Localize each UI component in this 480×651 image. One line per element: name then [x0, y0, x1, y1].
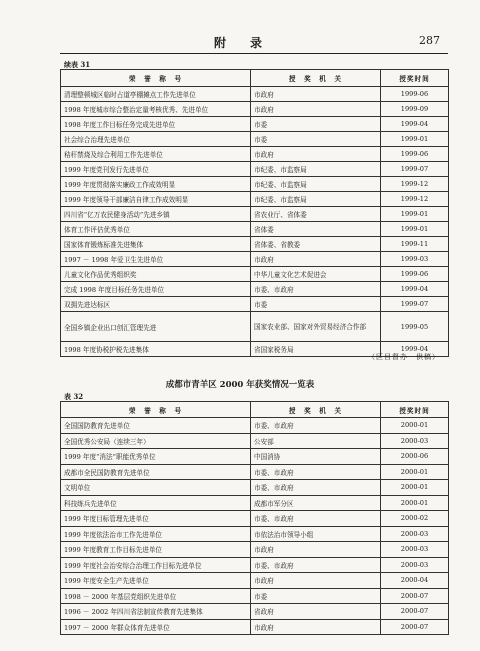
cell-authority: 市政府 — [251, 573, 381, 589]
cell-authority: 市委 — [251, 588, 381, 604]
cell-authority: 省政府 — [251, 604, 381, 620]
cell-date: 1999-05 — [381, 312, 449, 342]
table-row — [61, 495, 449, 511]
table-32-caption: 表 32 — [64, 392, 84, 401]
table-row — [61, 237, 449, 252]
cell-honor: 科技练兵先进单位 — [61, 495, 251, 511]
cell-authority: 市政府 — [251, 87, 381, 102]
cell-honor: 国家体育锻炼标准先进集体 — [61, 237, 251, 252]
cell-honor: 儿童文化作品优秀组织奖 — [61, 267, 251, 282]
cell-honor: 社会综合治理先进单位 — [61, 132, 251, 147]
table-31-caption: 续表 31 — [64, 60, 91, 69]
column-header-honor: 荣 誉 称 号 — [61, 70, 251, 87]
cell-honor: 全国国防教育先进单位 — [61, 418, 251, 434]
column-header-authority: 授 奖 机 关 — [251, 70, 381, 87]
cell-date: 2000-01 — [381, 495, 449, 511]
table-row — [61, 433, 449, 449]
cell-date: 1999-06 — [381, 87, 449, 102]
table-row — [61, 162, 449, 177]
table-row — [61, 297, 449, 312]
cell-authority: 市政府 — [251, 102, 381, 117]
table-row — [61, 207, 449, 222]
cell-authority: 市委、市政府 — [251, 418, 381, 434]
table-row — [61, 573, 449, 589]
cell-honor: 1998 年度协税护税先进集体 — [61, 342, 251, 357]
cell-honor: 1999 年度贯彻落实廉政工作成效明显 — [61, 177, 251, 192]
table-row — [61, 177, 449, 192]
table-row — [61, 252, 449, 267]
cell-authority: 市委 — [251, 297, 381, 312]
cell-authority: 市委 — [251, 132, 381, 147]
cell-honor: 1999 年度社会治安综合治理工作目标先进单位 — [61, 557, 251, 573]
table-row — [61, 480, 449, 496]
cell-date: 2000-04 — [381, 573, 449, 589]
column-header-authority: 授 奖 机 关 — [251, 402, 381, 418]
table-32 — [60, 401, 449, 635]
cell-authority: 市委、市政府 — [251, 511, 381, 527]
cell-honor: 清理整顿城区临时占道亭棚摊点工作先进单位 — [61, 87, 251, 102]
table-row — [61, 464, 449, 480]
cell-authority: 成都市军分区 — [251, 495, 381, 511]
table-row — [61, 619, 449, 635]
cell-honor: 全国乡镇企业出口创汇管理先进 — [61, 312, 251, 342]
cell-date: 1999-12 — [381, 192, 449, 207]
cell-date: 2000-01 — [381, 464, 449, 480]
cell-honor: 1996 － 2002 年四川省法制宣传教育先进集体 — [61, 604, 251, 620]
cell-honor: 1999 年度“消法”职能优秀单位 — [61, 449, 251, 465]
cell-honor: 双拥先进达标区 — [61, 297, 251, 312]
cell-authority: 市依法治市领导小组 — [251, 526, 381, 542]
cell-authority: 市纪委、市监察局 — [251, 177, 381, 192]
cell-date: 1999-04 — [381, 342, 449, 357]
cell-authority: 市政府 — [251, 147, 381, 162]
cell-honor: 1998 － 2000 年基层党组织先进单位 — [61, 588, 251, 604]
table-row — [61, 102, 449, 117]
table-row — [61, 604, 449, 620]
cell-date: 1999-07 — [381, 297, 449, 312]
running-header-section: 附 录 — [214, 36, 269, 50]
header-rule — [60, 53, 448, 54]
cell-date: 1999-06 — [381, 267, 449, 282]
table-header-row — [61, 402, 449, 418]
table-row — [61, 192, 449, 207]
cell-date: 2000-01 — [381, 480, 449, 496]
cell-date: 1999-01 — [381, 222, 449, 237]
column-header-honor: 荣 誉 称 号 — [61, 402, 251, 418]
table-row — [61, 418, 449, 434]
cell-honor: 文明单位 — [61, 480, 251, 496]
cell-date: 2000-07 — [381, 588, 449, 604]
cell-honor: 1997 － 1998 年爱卫生先进单位 — [61, 252, 251, 267]
cell-date: 1999-07 — [381, 162, 449, 177]
cell-honor: 1999 年度安全生产先进单位 — [61, 573, 251, 589]
cell-date: 2000-07 — [381, 619, 449, 635]
cell-date: 1999-09 — [381, 102, 449, 117]
table-row — [61, 132, 449, 147]
cell-honor: 1999 年度领导干部廉洁自律工作成效明显 — [61, 192, 251, 207]
source-note: （区目督办 供稿） — [368, 353, 440, 361]
cell-honor: 1999 年度依法治市工作先进单位 — [61, 526, 251, 542]
table-row — [61, 511, 449, 527]
cell-date: 1999-04 — [381, 282, 449, 297]
cell-authority: 市委、市政府 — [251, 464, 381, 480]
table-row — [61, 267, 449, 282]
cell-authority: 省体委、省教委 — [251, 237, 381, 252]
page-number: 287 — [419, 34, 440, 47]
cell-authority: 省国家税务局 — [251, 342, 381, 357]
cell-honor: 1998 年度工作目标任务完成先进单位 — [61, 117, 251, 132]
cell-authority: 中华儿童文化艺术促进会 — [251, 267, 381, 282]
table-row — [61, 588, 449, 604]
table-row — [61, 312, 449, 342]
cell-date: 1999-06 — [381, 147, 449, 162]
cell-honor: 完成 1998 年度目标任务先进单位 — [61, 282, 251, 297]
table-row — [61, 147, 449, 162]
cell-date: 2000-06 — [381, 449, 449, 465]
cell-date: 1999-04 — [381, 117, 449, 132]
table-31 — [60, 69, 449, 357]
table-row — [61, 449, 449, 465]
table-row — [61, 282, 449, 297]
column-header-date: 授奖时间 — [381, 402, 449, 418]
cell-honor: 全国优秀公安局（连续三年） — [61, 433, 251, 449]
table-row — [61, 117, 449, 132]
cell-authority: 省体委 — [251, 222, 381, 237]
cell-date: 2000-03 — [381, 557, 449, 573]
cell-honor: 秸秆禁烧及综合利用工作先进单位 — [61, 147, 251, 162]
cell-authority: 市政府 — [251, 252, 381, 267]
cell-date: 2000-03 — [381, 433, 449, 449]
table-row — [61, 557, 449, 573]
cell-authority: 国家农业部、国家对外贸易经济合作部 — [251, 312, 381, 342]
cell-authority: 公安部 — [251, 433, 381, 449]
cell-date: 1999-03 — [381, 252, 449, 267]
cell-authority: 市纪委、市监察局 — [251, 162, 381, 177]
cell-date: 1999-01 — [381, 132, 449, 147]
cell-date: 2000-03 — [381, 542, 449, 558]
cell-date: 2000-03 — [381, 526, 449, 542]
column-header-date: 授奖时间 — [381, 70, 449, 87]
cell-authority: 市委、市政府 — [251, 282, 381, 297]
cell-honor: 1998 年度城市综合整治定量考核优秀、先进单位 — [61, 102, 251, 117]
table-row — [61, 87, 449, 102]
cell-authority: 市政府 — [251, 542, 381, 558]
cell-authority: 市委、市政府 — [251, 557, 381, 573]
table-row — [61, 222, 449, 237]
table-row — [61, 542, 449, 558]
table-row — [61, 526, 449, 542]
cell-date: 1999-01 — [381, 207, 449, 222]
table-header-row — [61, 70, 449, 87]
cell-honor: 1999 年度教育工作目标先进单位 — [61, 542, 251, 558]
cell-authority: 市政府 — [251, 619, 381, 635]
cell-date: 1999-12 — [381, 177, 449, 192]
cell-honor: 四川省“亿万农民健身活动”先进乡镇 — [61, 207, 251, 222]
cell-date: 1999-11 — [381, 237, 449, 252]
cell-authority: 省农业厅、省体委 — [251, 207, 381, 222]
cell-authority: 市委、市政府 — [251, 480, 381, 496]
cell-date: 2000-02 — [381, 511, 449, 527]
cell-honor: 体育工作评估优秀单位 — [61, 222, 251, 237]
cell-honor: 成都市全民国防教育先进单位 — [61, 464, 251, 480]
cell-authority: 市纪委、市监察局 — [251, 192, 381, 207]
cell-honor: 1999 年度目标管理先进单位 — [61, 511, 251, 527]
cell-date: 2000-01 — [381, 418, 449, 434]
cell-authority: 中国消协 — [251, 449, 381, 465]
cell-honor: 1997 － 2000 年群众体育先进单位 — [61, 619, 251, 635]
table-32-title: 成都市青羊区 2000 年获奖情况一览表 — [165, 380, 315, 390]
cell-honor: 1999 年度党刊发行先进单位 — [61, 162, 251, 177]
cell-authority: 市委 — [251, 117, 381, 132]
cell-date: 2000-07 — [381, 604, 449, 620]
